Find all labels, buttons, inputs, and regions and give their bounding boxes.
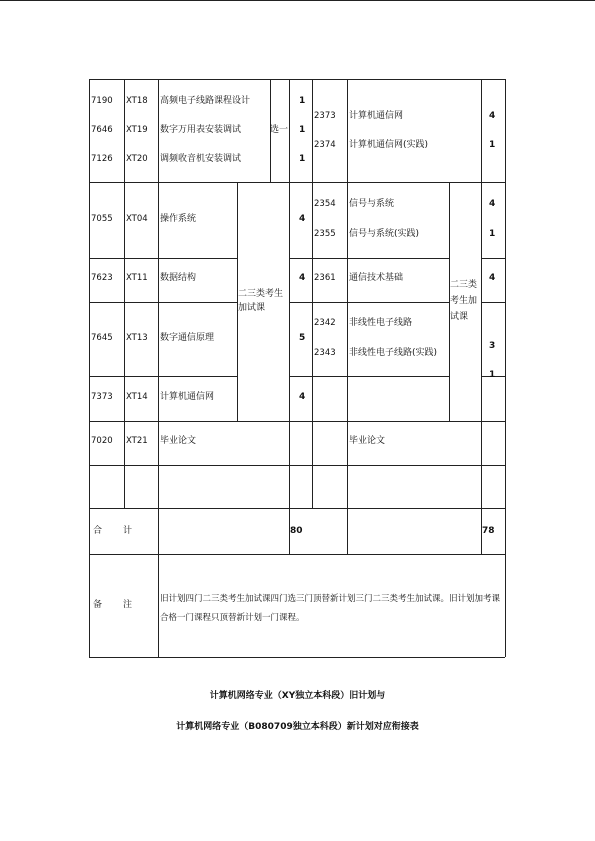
old-course-name: 数字万用表安装调试	[160, 125, 242, 135]
old-code-cell: 7126	[91, 154, 113, 164]
group-label-left: 二三类考生加试课	[238, 289, 284, 313]
new-credit: 3	[489, 341, 496, 351]
new-code-cell: 2354	[314, 199, 336, 209]
new-course-name: 通信技术基础	[349, 273, 404, 283]
new-course-name: 信号与系统(实践)	[349, 229, 420, 239]
new-code-cell: 2355	[314, 229, 336, 239]
old-credit: 1	[299, 125, 306, 135]
new-credit: 4	[489, 273, 496, 283]
old-code-cell: 7646	[91, 125, 113, 135]
xt-code-cell: XT21	[126, 436, 148, 446]
new-course-name: 非线性电子线路(实践)	[349, 348, 438, 358]
xt-code-cell: XT18	[126, 96, 148, 106]
old-code-cell: 7020	[91, 436, 113, 446]
xt-code-cell: XT11	[126, 273, 148, 283]
old-credit: 5	[299, 333, 306, 343]
table-title-line-1: 计算机网络专业（XY独立本科段）旧计划与	[209, 691, 386, 701]
new-code-cell: 2342	[314, 318, 336, 328]
total-old-credits: 80	[290, 526, 303, 536]
total-new-credits: 78	[482, 526, 495, 536]
group-label-right: 二三类考生加试课	[450, 280, 478, 322]
new-course-name: 计算机通信网	[349, 111, 404, 121]
new-course-name: 非线性电子线路	[349, 318, 413, 328]
old-credit: 4	[299, 214, 306, 224]
old-code-cell: 7623	[91, 273, 113, 283]
new-code-cell: 2374	[314, 140, 336, 150]
old-course-name: 高频电子线路课程设计	[160, 96, 251, 106]
new-course-name: 计算机通信网(实践)	[349, 140, 429, 150]
xt-code-cell: XT14	[126, 392, 148, 402]
xt-code-cell: XT13	[126, 333, 148, 343]
old-course-name: 数字通信原理	[160, 333, 215, 343]
old-code-cell: 7373	[91, 392, 113, 402]
old-course-name: 数据结构	[160, 273, 197, 283]
new-credit: 1	[489, 229, 496, 239]
old-credit: 1	[299, 154, 306, 164]
old-credit: 1	[299, 96, 306, 106]
old-course-name: 毕业论文	[160, 436, 197, 446]
old-code-cell: 7190	[91, 96, 113, 106]
old-course-name: 计算机通信网	[160, 392, 215, 402]
new-credit: 1	[489, 140, 496, 150]
old-credit: 4	[299, 273, 306, 283]
choice-note: 选一	[270, 125, 289, 135]
new-course-name: 毕业论文	[349, 436, 386, 446]
xt-code-cell: XT04	[126, 214, 148, 224]
new-credit: 1	[489, 370, 496, 380]
xt-code-cell: XT19	[126, 125, 148, 135]
new-credit: 4	[489, 199, 496, 209]
old-course-name: 调频收音机安装调试	[160, 154, 242, 164]
old-credit: 4	[299, 392, 306, 402]
new-code-cell: 2343	[314, 348, 336, 358]
remark-text: 旧计划四门二三类考生加试课四门选三门顶替新计划三门二三类考生加试课。旧计划加考课合格一门课程只顶替新计划一门课程。	[160, 594, 501, 623]
new-code-cell: 2373	[314, 111, 336, 121]
remark-label: 备 注	[93, 600, 139, 610]
new-code-cell: 2361	[314, 273, 336, 283]
old-course-name: 操作系统	[160, 214, 197, 224]
new-credit: 4	[489, 111, 496, 121]
xt-code-cell: XT20	[126, 154, 148, 164]
total-label: 合 计	[93, 526, 139, 536]
old-code-cell: 7645	[91, 333, 113, 343]
old-code-cell: 7055	[91, 214, 113, 224]
table-title-line-2: 计算机网络专业（B080709独立本科段）新计划对应衔接表	[176, 722, 419, 732]
new-course-name: 信号与系统	[349, 199, 395, 209]
